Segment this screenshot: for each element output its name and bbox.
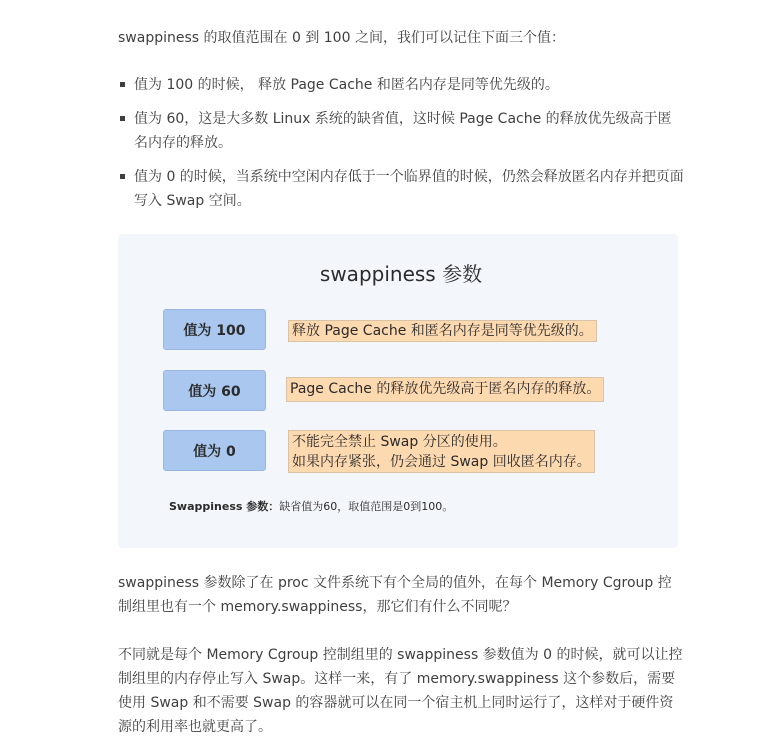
diagram-title: swappiness 参数	[319, 262, 483, 286]
description-line: Page Cache 的释放优先级高于匿名内存的释放。	[290, 381, 601, 397]
list-item	[118, 73, 684, 97]
list-item	[118, 165, 684, 213]
description-line: 释放 Page Cache 和匿名内存是同等优先级的。	[292, 323, 593, 339]
value-100-box: 值为 100	[163, 309, 266, 350]
diagram-note	[169, 498, 453, 514]
difference-paragraph: 不同就是每个 Memory Cgroup 控制组里的 swappiness 参数值为 0 的时候，就可以让控制组里的内存停止写入 Swap。这样一来，有了 memory.swappiness 这个参数后，需要使用 Swap 和不需要 Swap 的容器就可以在同一个宿主机上同时运行了，这样对于硬件资源的利用率也就更高了。	[118, 647, 683, 735]
diagram-note-text: 缺省值为60，取值范围是0到100。	[279, 500, 454, 513]
bullet-icon	[120, 116, 125, 121]
list-item-text: 值为 60，这是大多数 Linux 系统的缺省值，这时候 Page Cache 的释放优先级高于匿名内存的释放。	[134, 111, 672, 151]
swappiness-diagram	[118, 234, 678, 548]
list-item-text: 值为 100 的时候， 释放 Page Cache 和匿名内存是同等优先级的。	[134, 77, 559, 93]
value-0-box: 值为 0	[163, 430, 266, 471]
diagram-note-label: Swappiness 参数：	[169, 500, 280, 513]
description-line: 如果内存紧张，仍会通过 Swap 回收匿名内存。	[292, 454, 591, 470]
description-line: 不能完全禁止 Swap 分区的使用。	[292, 434, 507, 450]
intro-paragraph: swappiness 的取值范围在 0 到 100 之间，我们可以记住下面三个值：	[118, 30, 565, 46]
value-60-box: 值为 60	[163, 370, 266, 411]
bullet-icon	[120, 174, 125, 179]
value-60-description	[286, 377, 604, 402]
cgroup-paragraph: swappiness 参数除了在 proc 文件系统下有个全局的值外，在每个 Memory Cgroup 控制组里也有一个 memory.swappiness，那它们有什么不同呢？	[118, 575, 672, 615]
bullet-icon	[120, 82, 125, 87]
list-item-text: 值为 0 的时候，当系统中空闲内存低于一个临界值的时候，仍然会释放匿名内存并把页面写入 Swap 空间。	[134, 169, 684, 209]
value-100-description	[288, 320, 597, 342]
value-0-description	[288, 430, 595, 473]
list-item	[118, 107, 684, 155]
swappiness-values-list	[118, 73, 684, 223]
